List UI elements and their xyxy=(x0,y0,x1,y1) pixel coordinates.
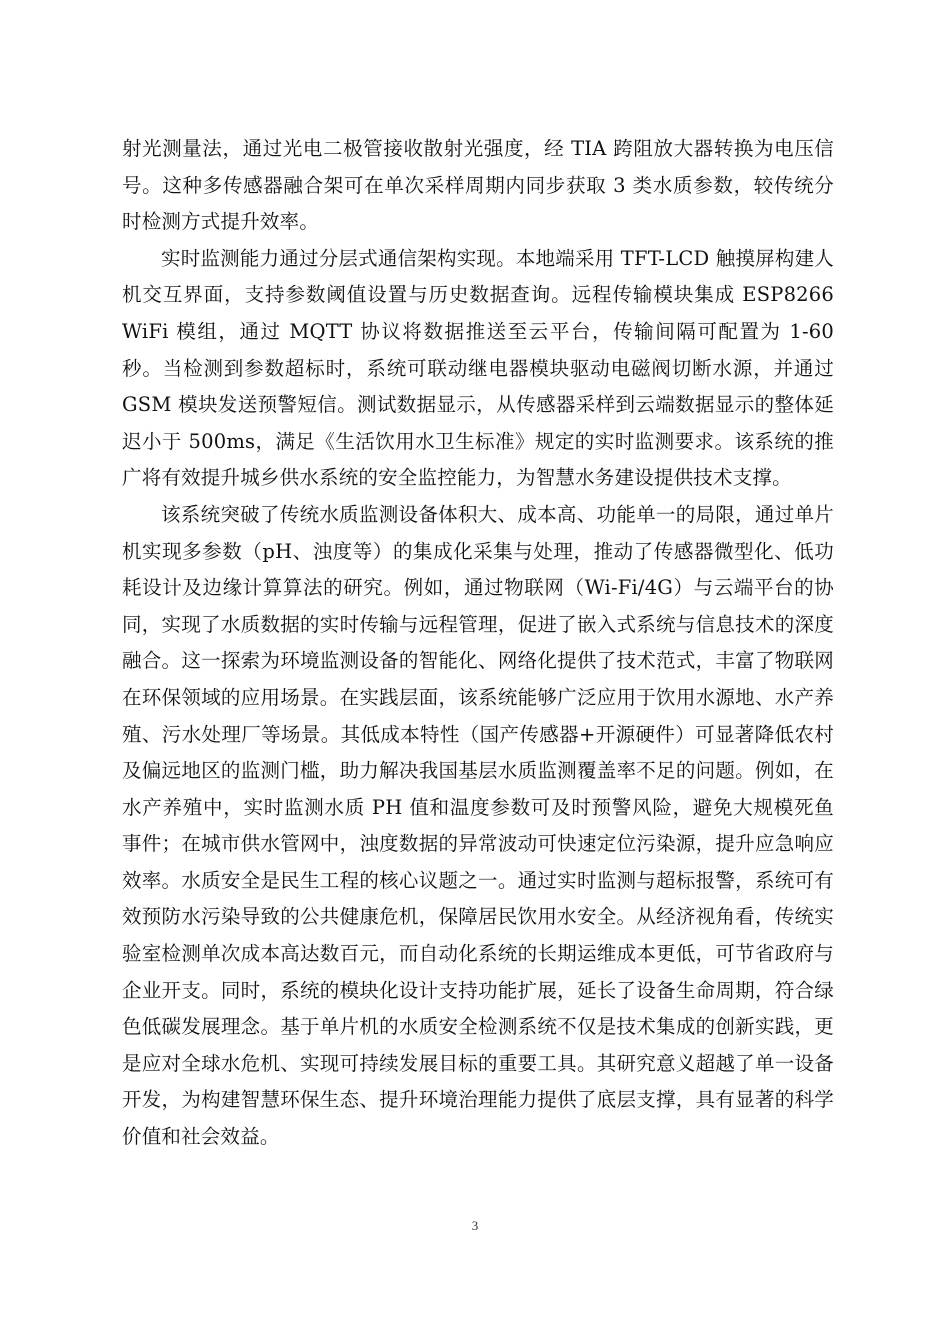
paragraph-continuation: 射光测量法，通过光电二极管接收散射光强度，经 TIA 跨阻放大器转换为电压信号。这种多传感器融合架可在单次采样周期内同步获取 3 类水质参数，较传统分时检测方式提升效率。 xyxy=(122,137,834,234)
body-text xyxy=(122,131,834,1156)
paragraph-significance: 该系统突破了传统水质监测设备体积大、成本高、功能单一的局限，通过单片机实现多参数（pH、浊度等）的集成化采集与处理，推动了传感器微型化、低功耗设计及边缘计算算法的研究。例如，通过物联网（Wi-Fi/4G）与云端平台的协同，实现了水质数据的实时传输与远程管理，促进了嵌入式系统与信息技术的深度融合。这一探索为环境监测设备的智能化、网络化提供了技术范式，丰富了物联网在环保领域的应用场景。在实践层面，该系统能够广泛应用于饮用水源地、水产养殖、污水处理厂等场景。其低成本特性（国产传感器+开源硬件）可显著降低农村及偏远地区的监测门槛，助力解决我国基层水质监测覆盖率不足的问题。例如，在水产养殖中，实时监测水质 PH 值和温度参数可及时预警风险，避免大规模死鱼事件；在城市供水管网中，浊度数据的异常波动可快速定位污染源，提升应急响应效率。水质安全是民生工程的核心议题之一。通过实时监测与超标报警，系统可有效预防水污染导致的公共健康危机，保障居民饮用水安全。从经济视角看，传统实验室检测单次成本高达数百元，而自动化系统的长期运维成本更低，可节省政府与企业开支。同时，系统的模块化设计支持功能扩展，延长了设备生命周期，符合绿色低碳发展理念。基于单片机的水质安全检测系统不仅是技术集成的创新实践，更是应对全球水危机、实现可持续发展目标的重要工具。其研究意义超越了单一设备开发，为构建智慧环保生态、提升环境治理能力提供了底层支撑，具有显著的科学价值和社会效益。 xyxy=(122,502,834,1149)
paragraph-realtime-monitoring: 实时监测能力通过分层式通信架构实现。本地端采用 TFT-LCD 触摸屏构建人机交互界面，支持参数阈值设置与历史数据查询。远程传输模块集成 ESP8266 WiFi 模组，通过 MQTT 协议将数据推送至云平台，传输间隔可配置为 1-60 秒。当检测到参数超标时，系统可联动继电器模块驱动电磁阀切断水源，并通过 GSM 模块发送预警短信。测试数据显示，从传感器采样到云端数据显示的整体延迟小于 500ms，满足《生活饮用水卫生标准》规定的实时监测要求。该系统的推广将有效提升城乡供水系统的安全监控能力，为智慧水务建设提供技术支撑。 xyxy=(122,246,834,490)
page-number: 3 xyxy=(471,1218,479,1233)
